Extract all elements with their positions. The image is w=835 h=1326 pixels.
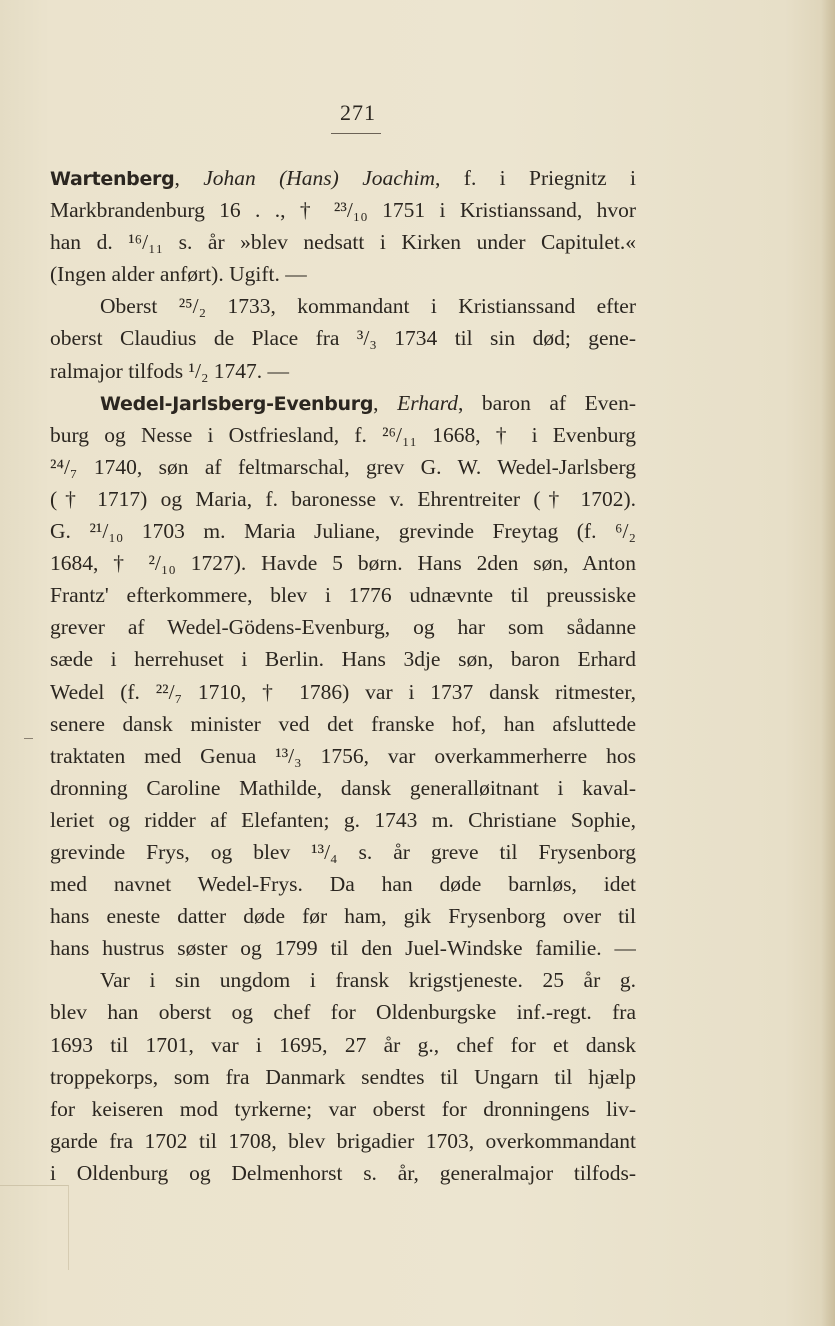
entry-given-name: Johan (Hans) Joachim	[203, 166, 436, 190]
text-run: Frantz' efterkommere, blev i 1776 udnævnte til preussiske	[50, 583, 636, 608]
text-run: ralmajor tilfods ¹/₂ 1747. —	[50, 358, 290, 383]
text-run: garde fra 1702 til 1708, blev brigadier 1703, overkommandant	[50, 1128, 636, 1153]
text-line	[50, 258, 636, 290]
text-line	[50, 868, 636, 900]
text-run: han d. ¹⁶/₁₁ s. år »blev nedsatt i Kirken under Capitulet.«	[50, 230, 636, 255]
text-line	[50, 900, 636, 932]
text-run: med navnet Wedel-Frys. Da han døde barnløs, idet	[50, 872, 636, 897]
text-line	[50, 996, 636, 1028]
text-line	[50, 162, 636, 194]
text-run: traktaten med Genua ¹³/₃ 1756, var overkammerherre hos	[50, 743, 636, 768]
text-line	[50, 676, 636, 708]
text-run: 1693 til 1701, var i 1695, 27 år g., chef for et dansk	[50, 1032, 636, 1057]
text-line	[50, 1029, 636, 1061]
text-line	[50, 579, 636, 611]
text-run: , f. i Priegnitz i	[435, 166, 636, 190]
text-line	[50, 483, 636, 515]
text-line	[50, 740, 636, 772]
page-number: 271	[340, 100, 376, 125]
text-line	[50, 515, 636, 547]
text-run: burg og Nesse i Ostfriesland, f. ²⁶/₁₁ 1668, † i Evenburg	[50, 422, 636, 447]
entry-surname: Wartenberg	[50, 168, 175, 190]
text-run: grevinde Frys, og blev ¹³/₄ s. år greve til Frysenborg	[50, 839, 636, 864]
text-line	[50, 643, 636, 675]
page-edge-shadow	[821, 0, 835, 1326]
text-line	[50, 964, 636, 996]
margin-mark	[24, 738, 33, 739]
text-line	[50, 547, 636, 579]
text-line	[50, 772, 636, 804]
text-run: Wedel (f. ²²/₇ 1710, † 1786) var i 1737 dansk ritmester,	[50, 679, 636, 704]
text-run: , baron af Even-	[458, 390, 636, 415]
page-number-rule	[331, 133, 381, 134]
text-run: troppekorps, som fra Danmark sendtes til Ungarn til hjælp	[50, 1064, 636, 1089]
text-line	[50, 194, 636, 226]
text-run: blev han oberst og chef for Oldenburgske inf.-regt. fra	[50, 1000, 636, 1025]
text-run: ,	[174, 166, 204, 190]
text-line	[50, 387, 636, 419]
entry-surname: Wedel-Jarlsberg-Evenburg	[100, 392, 374, 415]
text-run: leriet og ridder af Elefanten; g. 1743 m. Christiane Sophie,	[50, 807, 636, 832]
text-run: grever af Wedel-Gödens-Evenburg, og har som sådanne	[50, 615, 636, 640]
text-line	[50, 804, 636, 836]
text-line	[50, 1157, 636, 1189]
text-line	[50, 290, 636, 322]
text-line	[50, 419, 636, 451]
text-run: i Oldenburg og Delmenhorst s. år, generalmajor tilfods-	[50, 1160, 636, 1185]
text-run: († 1717) og Maria, f. baronesse v. Ehrentreiter († 1702).	[50, 486, 636, 511]
text-line	[50, 932, 636, 964]
text-line	[50, 1093, 636, 1125]
text-run: for keiseren mod tyrkerne; var oberst for dronningens liv-	[50, 1096, 636, 1121]
text-line	[50, 1061, 636, 1093]
text-run: hans hustrus søster og 1799 til den Juel-Windske familie. —	[50, 936, 636, 961]
text-line	[50, 451, 636, 483]
text-run: dronning Caroline Mathilde, dansk generalløitnant i kaval-	[50, 775, 636, 800]
text-line	[50, 1125, 636, 1157]
text-line	[50, 611, 636, 643]
text-run: (Ingen alder anført). Ugift. —	[50, 262, 307, 287]
text-run: oberst Claudius de Place fra ³/₃ 1734 til sin død; gene-	[50, 326, 636, 351]
text-run: Markbrandenburg 16 . ., † ²³/₁₀ 1751 i Kristianssand, hvor	[50, 198, 636, 223]
text-line	[50, 708, 636, 740]
text-run: hans eneste datter døde før ham, gik Frysenborg over til	[50, 904, 636, 929]
text-line	[50, 355, 636, 387]
text-line	[50, 226, 636, 258]
paper-corner-mark	[0, 1185, 69, 1270]
text-line	[50, 322, 636, 354]
text-line	[50, 836, 636, 868]
text-run: sæde i herrehuset i Berlin. Hans 3dje søn, baron Erhard	[50, 647, 636, 672]
text-run: senere dansk minister ved det franske hof, han afsluttede	[50, 711, 636, 736]
text-run: Oberst ²⁵/₂ 1733, kommandant i Kristianssand efter	[100, 294, 636, 319]
text-run: G. ²¹/₁₀ 1703 m. Maria Juliane, grevinde Freytag (f. ⁶/₂	[50, 519, 636, 544]
text-run: Var i sin ungdom i fransk krigstjeneste. 25 år g.	[100, 968, 636, 993]
text-run: ²⁴/₇ 1740, søn af feltmarschal, grev G. W. Wedel-Jarlsberg	[50, 454, 636, 479]
body-text	[50, 162, 636, 1189]
text-run: ,	[373, 390, 398, 415]
entry-given-name: Erhard	[397, 390, 459, 415]
text-run: 1684, † ²/₁₀ 1727). Havde 5 børn. Hans 2den søn, Anton	[50, 551, 636, 576]
